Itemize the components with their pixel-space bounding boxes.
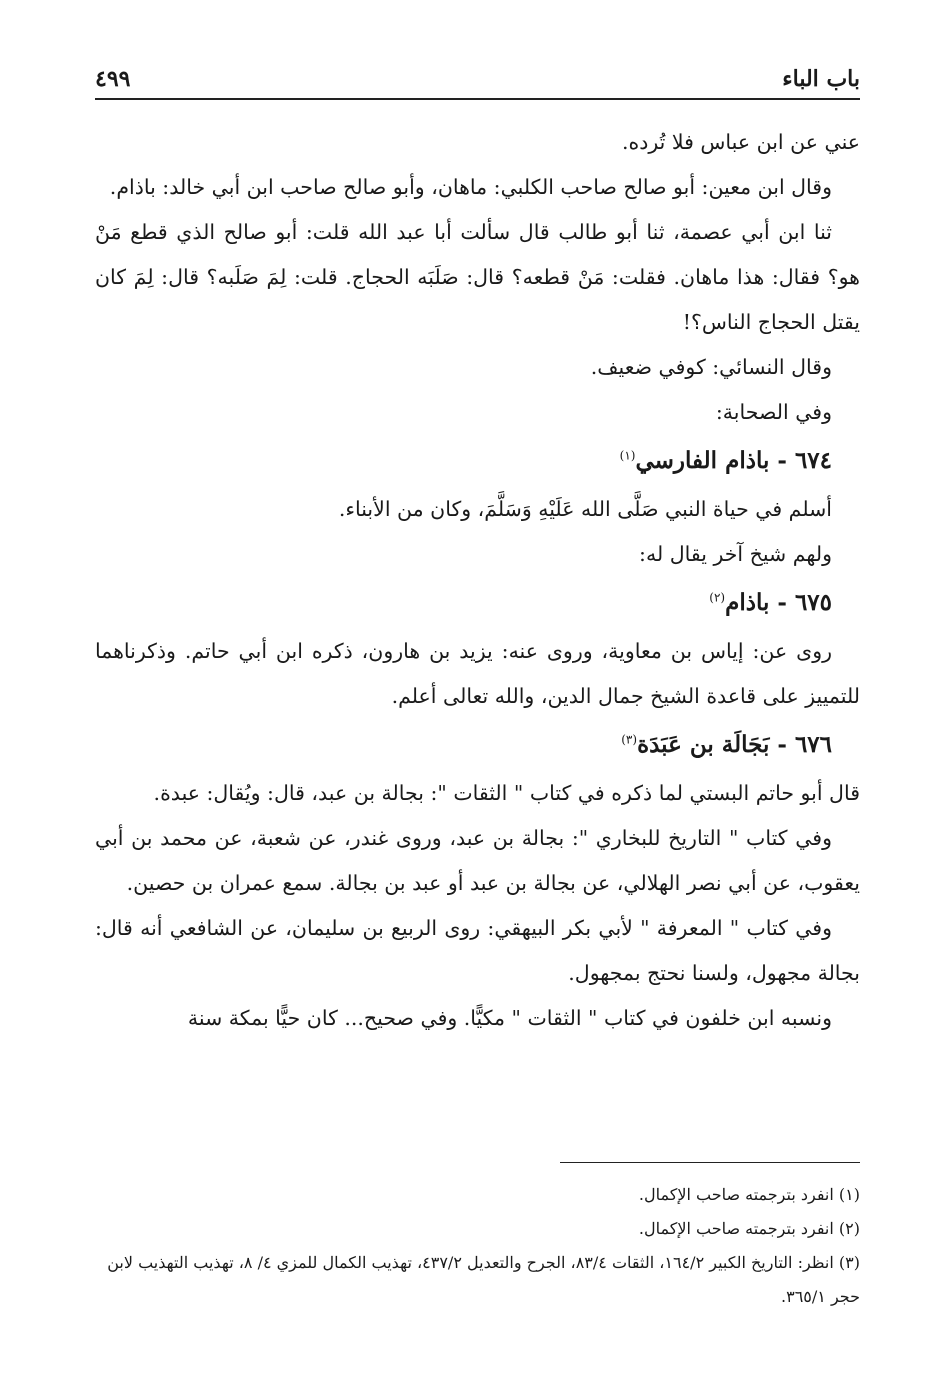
running-title: باب الباء — [782, 66, 860, 92]
paragraph: عني عن ابن عباس فلا تُرده. — [621, 130, 860, 154]
footnote-divider — [560, 1162, 860, 1163]
entry-title: ٦٧٤ - باذام الفارسي — [635, 447, 832, 474]
paragraph: قال أبو حاتم البستي لما ذكره في كتاب " الثقات ": بجالة بن عبد، قال: ويُقال: عبدة. — [153, 781, 860, 805]
footnote-ref: (٢) — [709, 590, 726, 605]
paragraph: أسلم في حياة النبي صَلَّى الله عَلَيْهِ وَسَلَّمَ، وكان من الأبناء. — [338, 497, 832, 521]
paragraph: روى عن: إياس بن معاوية، وروى عنه: يزيد بن هارون، ذكره ابن أبي حاتم. وذكرناهما للتمييز على قاعدة الشيخ جمال الدين، والله تعالى أعلم. — [95, 639, 860, 708]
footnote: (٢) انفرد بترجمته صاحب الإكمال. — [638, 1219, 860, 1238]
footnote: (٣) انظر: التاريخ الكبير ١٦٤/٢، الثقات ٨٣/٤، الجرح والتعديل ٤٣٧/٢، تهذيب الكمال للمزي ٤/ ٨، تهذيب التهذيب لابن حجر ٣٦٥/١. — [107, 1253, 860, 1306]
paragraph: ثنا ابن أبي عصمة، ثنا أبو طالب قال سألت أبا عبد الله قلت: أبو صالح الذي قطع مَنْ هو؟ فقال: هذا ماهان. فقلت: مَنْ قطعه؟ قال: صَلَبَه الحجاج. قلت: لِمَ صَلَبه؟ قال: لِمَ كان يقتل الحجاج الناس؟! — [95, 220, 860, 334]
entry-heading-674 — [95, 435, 860, 487]
footnote-ref: (٣) — [621, 732, 638, 747]
paragraph: وقال النسائي: كوفي ضعيف. — [590, 355, 832, 379]
paragraph: وفي كتاب " التاريخ للبخاري ": بجالة بن عبد، وروى غندر، عن شعبة، عن محمد بن أبي يعقوب، عن أبي نصر الهلالي، عن بجالة بن عبد أو عبد بن بجالة. سمع عمران بن حصين. — [95, 826, 860, 895]
entry-title: ٦٧٥ - باذام — [725, 589, 832, 616]
paragraph: وفي الصحابة: — [715, 400, 832, 424]
main-text — [95, 120, 860, 1041]
page-number: ٤٩٩ — [95, 66, 131, 92]
paragraph: ولهم شيخ آخر يقال له: — [639, 542, 832, 566]
entry-heading-676 — [95, 719, 860, 771]
footnote: (١) انفرد بترجمته صاحب الإكمال. — [638, 1185, 860, 1204]
paragraph: وفي كتاب " المعرفة " لأبي بكر البيهقي: روى الربيع بن سليمان، عن الشافعي أنه قال: بجالة مجهول، ولسنا نحتج بمجهول. — [95, 916, 860, 985]
paragraph: ونسبه ابن خلفون في كتاب " الثقات " مكيًّا. وفي صحيح... كان حيًّا بمكة سنة — [187, 1006, 832, 1030]
footnote-ref: (١) — [619, 448, 636, 463]
entry-title: ٦٧٦ - بَجَالَة بن عَبَدَة — [637, 731, 832, 758]
page-header — [95, 58, 860, 100]
entry-heading-675 — [95, 577, 860, 629]
footnotes — [95, 1178, 860, 1314]
paragraph: وقال ابن معين: أبو صالح صاحب الكلبي: ماهان، وأبو صالح صاحب ابن أبي خالد: باذام. — [109, 175, 832, 199]
